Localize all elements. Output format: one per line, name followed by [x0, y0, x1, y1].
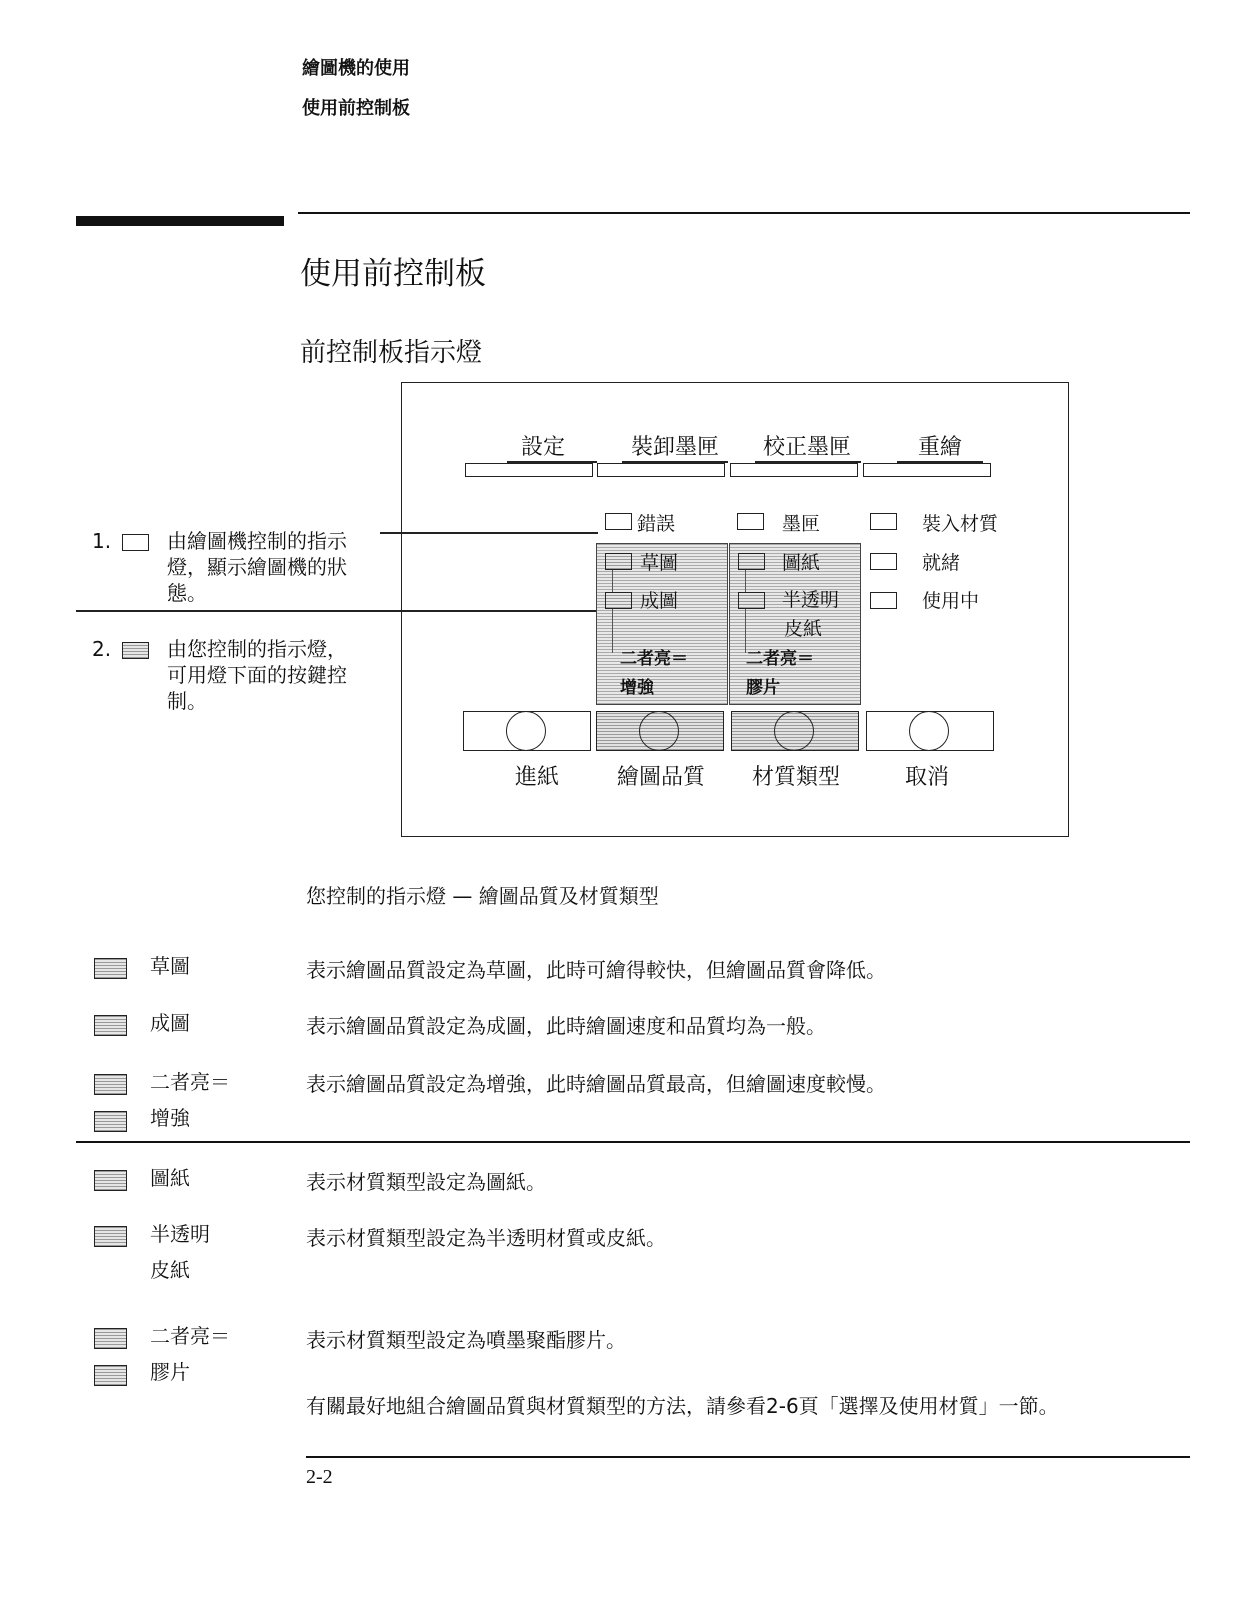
busy-lamp-icon	[870, 592, 897, 609]
subsection-title: 前控制板指示燈	[300, 338, 483, 368]
plot-quality-button[interactable]	[596, 711, 724, 751]
error-lamp-icon	[605, 513, 632, 530]
footer-rule	[306, 1456, 1190, 1458]
section-thick-rule	[76, 216, 284, 226]
paper-lamp-icon	[738, 553, 765, 570]
translucent-label: 半透明 皮紙	[782, 589, 840, 640]
button-circle-icon	[909, 711, 949, 751]
media-both-label: 二者亮＝ 膠片	[746, 649, 814, 698]
shaded-lamp-icon	[94, 958, 127, 979]
setup-button[interactable]	[465, 463, 593, 477]
section-thin-rule	[298, 212, 1190, 214]
legend-shaded-lamp-icon	[122, 642, 149, 659]
shaded-lamp-icon	[94, 1365, 127, 1386]
shaded-lamp-icon	[94, 1074, 127, 1095]
desc-translucent: 表示材質類型設定為半透明材質或皮紙。	[306, 1226, 666, 1250]
running-header-section: 使用前控制板	[302, 98, 410, 119]
setup-button-label: 設定	[520, 435, 565, 460]
quality-both-label: 二者亮＝ 增強	[620, 649, 688, 698]
front-control-panel	[401, 382, 1069, 837]
legend-num-1: 1.	[92, 529, 112, 553]
replot-button-label: 重繪	[917, 435, 962, 460]
legend-text-2: 由您控制的指示燈， 可用燈下面的按鍵控 制。	[167, 637, 347, 713]
media-type-button[interactable]	[731, 711, 859, 751]
connector	[745, 570, 746, 592]
term-translucent: 半透明 皮紙	[150, 1222, 210, 1282]
cartridge-label: 墨匣	[782, 513, 821, 535]
desc-final: 表示繪圖品質設定為成圖，此時繪圖速度和品質均為一般。	[306, 1014, 826, 1038]
load-media-label: 裝入材質	[922, 513, 999, 535]
group-divider	[76, 1141, 1190, 1143]
connector	[612, 570, 613, 592]
term-film: 二者亮＝ 膠片	[150, 1324, 230, 1384]
load-media-lamp-icon	[870, 513, 897, 530]
media-type-label: 材質類型	[751, 765, 840, 790]
term-enhanced: 二者亮＝ 增強	[150, 1070, 230, 1130]
translucent-lamp-icon	[738, 592, 765, 609]
connector	[612, 609, 613, 653]
cartridge-lamp-icon	[737, 513, 764, 530]
page-number: 2-2	[306, 1466, 333, 1488]
shaded-lamp-icon	[94, 1226, 127, 1247]
footnote: 有關最好地組合繪圖品質與材質類型的方法，請參看2-6頁「選擇及使用材質」一節。	[306, 1394, 1059, 1418]
ready-lamp-icon	[870, 553, 897, 570]
legend-plain-lamp-icon	[122, 534, 149, 551]
final-label: 成圖	[640, 590, 679, 612]
cancel-button[interactable]	[866, 711, 994, 751]
term-final: 成圖	[150, 1011, 190, 1035]
desc-paper: 表示材質類型設定為圖紙。	[306, 1170, 546, 1194]
cancel-label: 取消	[904, 765, 949, 790]
replot-button[interactable]	[863, 463, 991, 477]
legend-num-2: 2.	[92, 637, 112, 661]
draft-lamp-icon	[605, 553, 632, 570]
term-draft: 草圖	[150, 954, 190, 978]
section-title: 使用前控制板	[300, 256, 486, 292]
desc-film: 表示材質類型設定為噴墨聚酯膠片。	[306, 1328, 626, 1352]
draft-label: 草圖	[640, 552, 679, 574]
button-circle-icon	[639, 711, 679, 751]
load-cartridge-button-label: 裝卸墨匣	[630, 435, 719, 460]
button-circle-icon	[774, 711, 814, 751]
load-cartridge-button[interactable]	[597, 463, 725, 477]
final-lamp-icon	[605, 592, 632, 609]
button-circle-icon	[506, 711, 546, 751]
shaded-lamp-icon	[94, 1328, 127, 1349]
desc-enhanced: 表示繪圖品質設定為增強，此時繪圖品質最高，但繪圖速度較慢。	[306, 1072, 886, 1096]
align-cartridge-button-label: 校正墨匣	[762, 435, 851, 460]
term-paper: 圖紙	[150, 1166, 190, 1190]
running-header-chapter: 繪圖機的使用	[302, 58, 410, 79]
form-feed-button[interactable]	[463, 711, 591, 751]
desc-draft: 表示繪圖品質設定為草圖，此時可繪得較快，但繪圖品質會降低。	[306, 958, 886, 982]
shaded-lamp-icon	[94, 1015, 127, 1036]
shaded-lamp-icon	[94, 1111, 127, 1132]
error-label: 錯誤	[637, 513, 676, 535]
paper-label: 圖紙	[782, 552, 821, 574]
shaded-lamp-icon	[94, 1170, 127, 1191]
align-cartridge-button[interactable]	[730, 463, 858, 477]
form-feed-label: 進紙	[514, 765, 559, 790]
ready-label: 就緒	[922, 552, 961, 574]
plot-quality-label: 繪圖品質	[616, 765, 705, 790]
table-caption: 您控制的指示燈 — 繪圖品質及材質類型	[306, 884, 659, 908]
legend-text-1: 由繪圖機控制的指示 燈，顯示繪圖機的狀 態。	[167, 529, 347, 605]
busy-label: 使用中	[922, 590, 980, 612]
